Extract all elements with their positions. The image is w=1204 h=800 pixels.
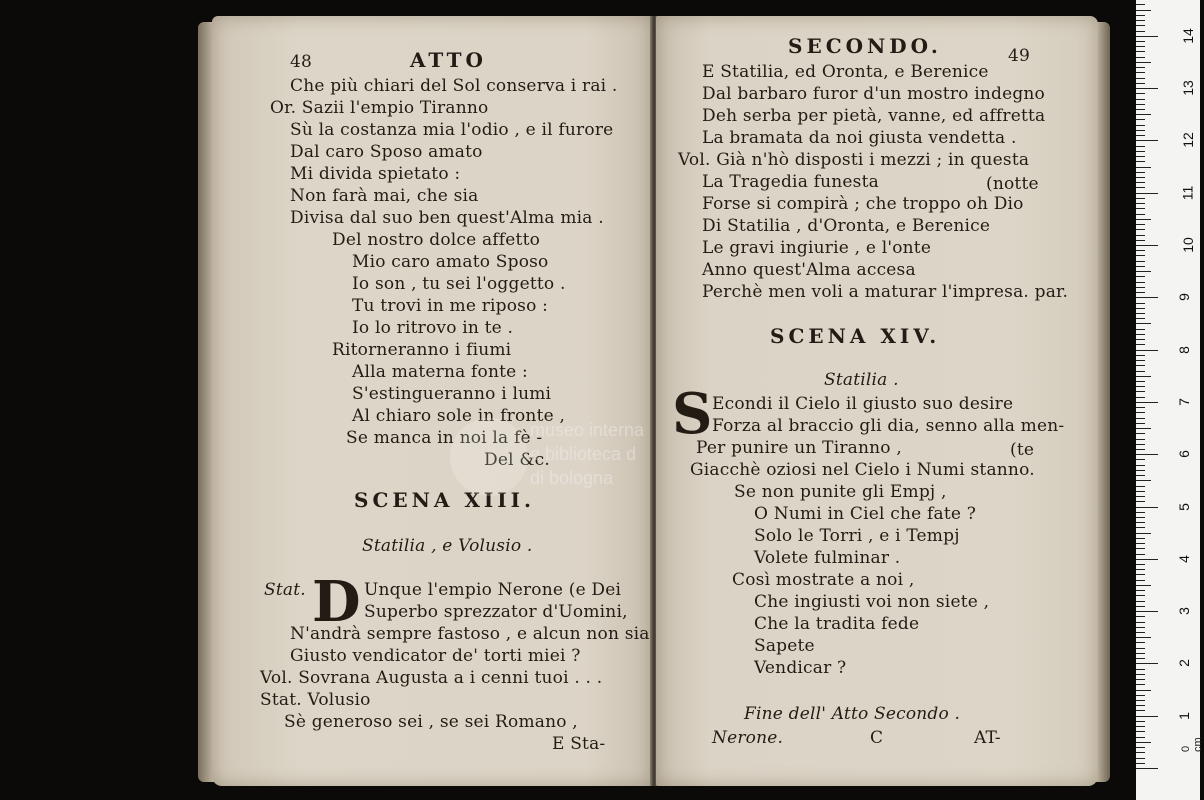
ruler-tick (1136, 418, 1145, 419)
ruler-tick (1136, 386, 1145, 387)
ruler-tick (1136, 585, 1151, 586)
signature-left: Nerone. (712, 728, 784, 748)
ruler-tick (1136, 135, 1145, 136)
ruler-tick (1136, 318, 1145, 319)
ruler-tick (1136, 616, 1145, 617)
ruler-tick (1136, 31, 1145, 32)
scene-heading-xiv: SCENA XIV. (770, 324, 941, 348)
ruler-tick (1136, 229, 1145, 230)
ruler-tick (1136, 632, 1145, 633)
ruler-tick (1136, 88, 1158, 89)
verse-line: Ritorneranno i fiumi (332, 340, 512, 360)
verse-line: La bramata da noi giusta vendetta . (702, 128, 1017, 148)
scene-heading-xiii: SCENA XIII. (354, 488, 535, 512)
dialogue-line: Superbo sprezzator d'Uomini, (364, 602, 628, 622)
ruler-tick (1136, 690, 1151, 691)
ruler-tick (1136, 266, 1145, 267)
ruler-number: 9 (1175, 293, 1192, 302)
ruler-tick (1136, 303, 1145, 304)
watermark-line: e biblioteca d (530, 444, 637, 464)
ruler-tick (1136, 177, 1145, 178)
ruler-unit-label: 0 cm (1180, 737, 1204, 752)
ruler-tick (1136, 517, 1145, 518)
ruler-tick (1136, 198, 1145, 199)
ruler-tick (1136, 402, 1158, 403)
ruler-tick (1136, 512, 1145, 513)
aria-line: Forza al braccio gli dia, senno alla men- (712, 416, 1065, 436)
ruler-tick (1136, 339, 1145, 340)
aria-line: Così mostrate a noi , (732, 570, 915, 590)
dialogue-line: N'andrà sempre fastoso , e alcun non sia (290, 624, 650, 644)
drop-cap-s: S (672, 381, 713, 447)
ruler-tick (1136, 62, 1151, 63)
ruler-tick (1136, 93, 1145, 94)
left-page (212, 16, 652, 786)
dialogue-line: Stat. Volusio (260, 690, 371, 710)
ruler-tick (1136, 564, 1145, 565)
watermark-line: di bologna (530, 468, 614, 488)
book-edge-right (1096, 22, 1110, 782)
ruler-number: 13 (1179, 80, 1196, 96)
ruler-tick (1136, 41, 1145, 42)
ruler-tick (1136, 292, 1145, 293)
ruler-tick (1136, 459, 1145, 460)
ruler-tick (1136, 329, 1145, 330)
verse-line: Or. Sazii l'empio Tiranno (270, 98, 489, 118)
ruler-tick (1136, 752, 1145, 753)
ruler-number: 2 (1175, 659, 1192, 668)
ruler-tick (1136, 407, 1145, 408)
ruler-tick (1136, 119, 1145, 120)
ruler-tick (1136, 151, 1145, 152)
ruler-tick (1136, 193, 1158, 194)
ruler-tick (1136, 653, 1145, 654)
ruler-tick (1136, 731, 1145, 732)
dialogue-line: Unque l'empio Nerone (e Dei (364, 580, 622, 600)
ruler-tick (1136, 669, 1145, 670)
ruler-tick (1136, 10, 1151, 11)
ruler-tick (1136, 271, 1151, 272)
ruler-tick (1136, 758, 1145, 759)
ruler-tick (1136, 297, 1158, 298)
ruler-tick (1136, 423, 1145, 424)
ruler-tick (1136, 240, 1145, 241)
ruler-tick (1136, 172, 1145, 173)
verse-line: Tu trovi in me riposo : (352, 296, 549, 316)
ruler-tick (1136, 57, 1145, 58)
ruler-tick (1136, 726, 1145, 727)
ruler-tick (1136, 622, 1145, 623)
verse-line: Deh serba per pietà, vanne, ed affretta (702, 106, 1046, 126)
ruler-tick (1136, 454, 1158, 455)
verse-line: La Tragedia funesta (702, 172, 879, 192)
ruler-tick (1136, 161, 1145, 162)
verse-turnover: (notte (986, 174, 1039, 194)
ruler-tick (1136, 480, 1151, 481)
ruler-number: 11 (1179, 185, 1196, 200)
ruler-number: 7 (1175, 397, 1192, 406)
ruler-tick (1136, 99, 1145, 100)
end-of-act: Fine dell' Atto Secondo . (744, 704, 961, 724)
ruler-tick (1136, 235, 1145, 236)
ruler-tick (1136, 276, 1145, 277)
verse-line: Divisa dal suo ben quest'Alma mia . (290, 208, 604, 228)
ruler-tick (1136, 611, 1158, 612)
ruler-tick (1136, 627, 1145, 628)
aria-line: Che la tradita fede (754, 614, 920, 634)
ruler-tick (1136, 491, 1145, 492)
ruler-tick (1136, 674, 1145, 675)
ruler-tick (1136, 710, 1145, 711)
running-head-right: SECONDO. (788, 34, 942, 58)
ruler-tick (1136, 444, 1145, 445)
verse-line: Forse si compirà ; che troppo oh Dio (702, 194, 1024, 214)
verse-line: Che più chiari del Sol conserva i rai . (290, 76, 618, 96)
scene-character: Statilia . (824, 370, 899, 390)
ruler-tick (1136, 763, 1145, 764)
aria-line: O Numi in Ciel che fate ? (754, 504, 977, 524)
ruler-tick (1136, 109, 1145, 110)
verse-line: Dal barbaro furor d'un mostro indegno (702, 84, 1045, 104)
verse-line: Sù la costanza mia l'odio , e il furore (290, 120, 614, 140)
ruler-tick (1136, 501, 1145, 502)
ruler-tick (1136, 475, 1145, 476)
verse-line: Dal caro Sposo amato (290, 142, 483, 162)
ruler-tick (1136, 355, 1145, 356)
ruler-tick (1136, 684, 1145, 685)
verse-line: E Statilia, ed Oronta, e Berenice (702, 62, 989, 82)
ruler-tick (1136, 245, 1158, 246)
aria-line: Per punire un Tiranno , (696, 438, 902, 458)
aria-turnover: (te (1010, 440, 1035, 460)
ruler-tick (1136, 371, 1145, 372)
ruler-tick (1136, 156, 1145, 157)
page-number-left: 48 (290, 52, 313, 72)
ruler-tick (1136, 261, 1145, 262)
ruler-tick (1136, 601, 1145, 602)
verse-line: Perchè men voli a maturar l'impresa. par. (702, 282, 1069, 302)
aria-line: Che ingiusti voi non siete , (754, 592, 990, 612)
ruler-tick (1136, 768, 1158, 769)
verse-line: Le gravi ingiurie , e l'onte (702, 238, 932, 258)
ruler-tick (1136, 350, 1158, 351)
ruler-tick (1136, 187, 1145, 188)
running-head-left: ATTO (410, 48, 487, 72)
ruler-tick (1136, 214, 1145, 215)
aria-line: Vendicar ? (754, 658, 847, 678)
verse-line: Non farà mai, che sia (290, 186, 479, 206)
ruler-tick (1136, 412, 1145, 413)
ruler-tick (1136, 255, 1145, 256)
ruler-tick (1136, 439, 1145, 440)
ruler-tick (1136, 721, 1145, 722)
ruler-tick (1136, 25, 1145, 26)
ruler-number: 5 (1175, 502, 1192, 511)
drop-cap-d: D (312, 569, 361, 635)
ruler-tick (1136, 606, 1145, 607)
aria-line: Sapete (754, 636, 815, 656)
ruler-tick (1136, 391, 1145, 392)
ruler-tick (1136, 381, 1145, 382)
ruler-tick (1136, 67, 1145, 68)
verse-line: Del &c. (484, 450, 550, 470)
verse-line: Alla materna fonte : (352, 362, 528, 382)
ruler-tick (1136, 83, 1145, 84)
ruler-tick (1136, 522, 1145, 523)
scene-characters: Statilia , e Volusio . (362, 536, 533, 556)
ruler-number: 3 (1175, 607, 1192, 615)
ruler-tick (1136, 250, 1145, 251)
aria-line: Econdi il Cielo il giusto suo desire (712, 394, 1014, 414)
ruler-tick (1136, 4, 1145, 5)
ruler-number: 4 (1175, 554, 1192, 563)
ruler-tick (1136, 15, 1145, 16)
ruler-tick (1136, 203, 1145, 204)
ruler-tick (1136, 334, 1145, 335)
signature-mark: C (870, 728, 884, 748)
ruler-tick (1136, 360, 1145, 361)
ruler-tick (1136, 747, 1145, 748)
ruler-tick (1136, 486, 1145, 487)
ruler-tick (1136, 125, 1145, 126)
verse-line: S'estingueranno i lumi (352, 384, 552, 404)
aria-line: Solo le Torri , e i Tempj (754, 526, 960, 546)
page-number-right: 49 (1008, 46, 1031, 66)
ruler-number: 14 (1179, 28, 1196, 44)
verse-line: Io son , tu sei l'oggetto . (352, 274, 566, 294)
ruler-tick (1136, 104, 1145, 105)
ruler-tick (1136, 182, 1145, 183)
ruler-tick (1136, 574, 1145, 575)
ruler-tick (1136, 428, 1151, 429)
museum-watermark (450, 418, 700, 518)
right-page (656, 16, 1098, 786)
ruler-tick (1136, 51, 1145, 52)
catchword-left: E Sta- (552, 734, 606, 754)
ruler-tick (1136, 507, 1158, 508)
ruler-tick (1136, 533, 1151, 534)
ruler-tick (1136, 679, 1145, 680)
ruler-tick (1136, 595, 1145, 596)
ruler-tick (1136, 465, 1145, 466)
verse-line: Del nostro dolce affetto (332, 230, 541, 250)
ruler-tick (1136, 36, 1158, 37)
ruler-tick (1136, 167, 1151, 168)
ruler-tick (1136, 323, 1151, 324)
ruler-tick (1136, 208, 1145, 209)
verse-line: Di Statilia , d'Oronta, e Berenice (702, 216, 991, 236)
ruler-tick (1136, 130, 1145, 131)
verse-line: Mio caro amato Sposo (352, 252, 549, 272)
ruler-tick (1136, 569, 1145, 570)
ruler-tick (1136, 287, 1145, 288)
ruler-tick (1136, 496, 1145, 497)
aria-line: Volete fulminar . (754, 548, 901, 568)
dialogue-line: Giusto vendicator de' torti miei ? (290, 646, 581, 666)
dialogue-line: Vol. Sovrana Augusta a i cenni tuoi . . . (260, 668, 603, 688)
ruler-tick (1136, 224, 1145, 225)
ruler-tick (1136, 20, 1145, 21)
ruler-tick (1136, 742, 1151, 743)
ruler-tick (1136, 559, 1158, 560)
speaker-label: Stat. (264, 580, 306, 600)
catchword-right: AT- (974, 728, 1001, 748)
ruler-tick (1136, 737, 1145, 738)
watermark-line: museo interna (530, 420, 645, 440)
verse-line: Anno quest'Alma accesa (702, 260, 916, 280)
verse-line: Mi divida spietato : (290, 164, 461, 184)
ruler-tick (1136, 433, 1145, 434)
ruler-tick (1136, 72, 1145, 73)
verse-line: Io lo ritrovo in te . (352, 318, 514, 338)
ruler-tick (1136, 538, 1145, 539)
ruler-tick (1136, 376, 1151, 377)
ruler-tick (1136, 705, 1145, 706)
verse-line: Vol. Già n'hò disposti i mezzi ; in questa (678, 150, 1030, 170)
ruler-tick (1136, 695, 1145, 696)
verse-line: Se manca in noi la fè - (346, 428, 543, 448)
ruler-tick (1136, 637, 1151, 638)
aria-line: Giacchè oziosi nel Cielo i Numi stanno. (690, 460, 1035, 480)
ruler-tick (1136, 580, 1145, 581)
watermark-logo-icon (450, 418, 528, 496)
ruler-tick (1136, 543, 1145, 544)
ruler-tick (1136, 590, 1145, 591)
verse-line: Al chiaro sole in fronte , (352, 406, 566, 426)
ruler-tick (1136, 527, 1145, 528)
ruler-tick (1136, 308, 1145, 309)
ruler-tick (1136, 78, 1145, 79)
ruler-tick (1136, 658, 1145, 659)
ruler-number: 1 (1175, 711, 1192, 720)
ruler-tick (1136, 449, 1145, 450)
ruler-tick (1136, 313, 1145, 314)
ruler-tick (1136, 642, 1145, 643)
ruler-tick (1136, 716, 1158, 717)
ruler-tick (1136, 554, 1145, 555)
ruler-number: 12 (1179, 132, 1196, 149)
ruler-tick (1136, 140, 1158, 141)
ruler-number: 6 (1175, 450, 1192, 459)
ruler-tick (1136, 700, 1145, 701)
ruler-tick (1136, 46, 1145, 47)
ruler-tick (1136, 219, 1151, 220)
ruler-tick (1136, 146, 1145, 147)
ruler-tick (1136, 114, 1151, 115)
ruler-tick (1136, 470, 1145, 471)
aria-line: Se non punite gli Empj , (734, 482, 947, 502)
ruler-tick (1136, 663, 1158, 664)
ruler-tick (1136, 397, 1145, 398)
ruler-tick (1136, 344, 1145, 345)
dialogue-line: Sè generoso sei , se sei Romano , (284, 712, 578, 732)
ruler-tick (1136, 548, 1145, 549)
ruler-tick (1136, 365, 1145, 366)
ruler-number: 8 (1175, 345, 1192, 354)
ruler-number: 10 (1179, 237, 1196, 253)
ruler-tick (1136, 282, 1145, 283)
ruler-tick (1136, 648, 1145, 649)
